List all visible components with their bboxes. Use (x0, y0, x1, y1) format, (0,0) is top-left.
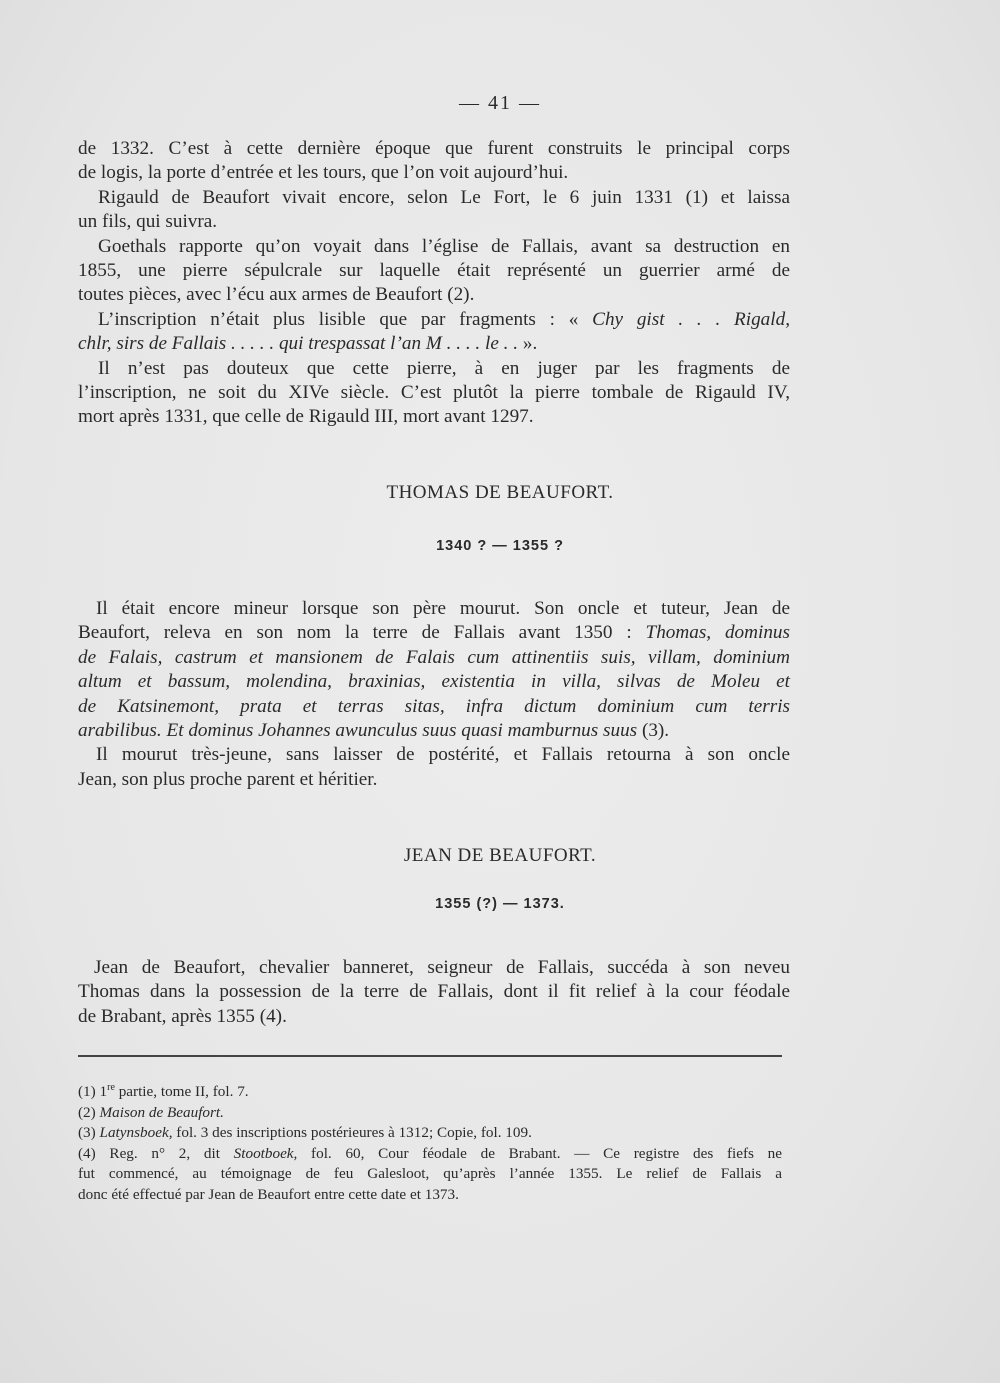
text-line: fut commencé, au témoignage de feu Galesloot, qu’après l’année 1355. Le relief de Fallais a (78, 1165, 782, 1182)
paragraph (78, 137, 790, 186)
text-line (78, 332, 790, 356)
text-line (78, 695, 790, 719)
footnote-2 (78, 1103, 782, 1124)
page-number: — 41 — (459, 92, 541, 114)
paragraph (78, 186, 790, 235)
inline-text: Beaufort, releva en son nom la terre de Fallais avant 1350 : (78, 622, 646, 644)
paragraph (78, 956, 790, 1029)
inline-italic: altum et bassum, molendina, braxinias, existentia in villa, silvas de Moleu et (78, 671, 790, 693)
text-line: Il n’est pas douteux que cette pierre, à en juger par les fragments de (98, 357, 790, 379)
section-heading-thomas: THOMAS DE BEAUFORT. (386, 482, 614, 503)
inline-italic: chlr, sirs de Fallais . . . . . qui trespassat l’an M . . . . le . . (78, 333, 523, 355)
section-jean-text (78, 956, 790, 1029)
section-dates-jean: 1355 (?) — 1373. (435, 896, 565, 912)
text-line (78, 670, 790, 694)
paragraph (78, 357, 790, 430)
footnote-text: fol. 60, Cour féodale de Brabant. — Ce registre des fiefs ne (297, 1144, 783, 1162)
text-line: l’inscription, ne soit du XIVe siècle. C’est plutôt la pierre tombale de Rigauld IV, (78, 382, 790, 404)
footnote-3 (78, 1123, 782, 1144)
footnote-text: fol. 3 des inscriptions postérieures à 1312; Copie, fol. 109. (172, 1124, 532, 1141)
footnote-text: Reg. n° 2, dit (95, 1144, 234, 1162)
text-line: Il était encore mineur lorsque son père mourut. Son oncle et tuteur, Jean de (96, 598, 790, 619)
footnote-italic: Latynsboek, (99, 1124, 173, 1141)
section-heading-jean: JEAN DE BEAUFORT. (403, 845, 597, 866)
footnote-mark: (1) (78, 1083, 96, 1100)
text-line: un fils, qui suivra. (78, 211, 218, 233)
inline-italic: Chy gist . . . Rigald, (592, 308, 790, 330)
footnote-rule (78, 1055, 782, 1057)
footnotes (78, 1082, 782, 1205)
text-line (78, 1144, 782, 1165)
inline-text: ». (522, 333, 538, 355)
text-line: toutes pièces, avec l’écu aux armes de Beaufort (2). (78, 284, 475, 306)
footnote-mark: (4) (78, 1144, 96, 1162)
text-line: Thomas dans la possession de la terre de Fallais, dont il fit relief à la cour féodale (78, 981, 790, 1003)
text-line: Goethals rapporte qu’on voyait dans l’église de Fallais, avant sa destruction en (98, 235, 790, 257)
text-line: 1855, une pierre sépulcrale sur laquelle était représenté un guerrier armé de (78, 260, 790, 282)
footnote-italic: Maison de Beaufort. (99, 1103, 224, 1121)
inline-italic: de Falais, castrum et mansionem de Falais cum attinentiis suis, villam, dominium (78, 646, 790, 668)
section-rigauld-text (78, 137, 790, 430)
inline-italic: de Katsinemont, prata et terras sitas, infra dictum dominium cum terris (78, 695, 790, 717)
text-line: Jean, son plus proche parent et héritier. (78, 768, 378, 790)
inline-italic: Thomas, dominus (645, 622, 790, 644)
paragraph (78, 597, 790, 743)
inline-text: (3). (637, 720, 670, 742)
paragraph (78, 235, 790, 308)
text-line: mort après 1331, que celle de Rigauld III, mort avant 1297. (78, 406, 534, 428)
footnote-mark: (3) (78, 1124, 96, 1141)
text-line: Jean de Beaufort, chevalier banneret, seigneur de Fallais, succéda à son neveu (94, 957, 790, 978)
text-line: donc été effectué par Jean de Beaufort entre cette date et 1373. (78, 1185, 459, 1203)
text-line (78, 719, 790, 743)
footnote-text: 1 (99, 1083, 108, 1100)
text-line (78, 646, 790, 670)
inline-italic: arabilibus. Et dominus Johannes awunculus suus quasi mamburnus suus (78, 720, 638, 742)
inline-text: L’inscription n’était plus lisible que par fragments : « (98, 308, 593, 330)
section-thomas-text (78, 597, 790, 792)
paragraph (78, 743, 790, 792)
footnote-4 (78, 1144, 782, 1206)
text-line: Il mourut très-jeune, sans laisser de postérité, et Fallais retourna à son oncle (96, 744, 790, 766)
footnote-text: partie, tome II, fol. 7. (114, 1083, 249, 1100)
text-line (78, 621, 790, 645)
text-line: de Brabant, après 1355 (4). (78, 1005, 287, 1027)
footnote-1 (78, 1082, 782, 1103)
text-line: de logis, la porte d’entrée et les tours, que l’on voit aujourd’hui. (78, 162, 569, 184)
paragraph (78, 308, 790, 357)
footnote-mark: (2) (78, 1103, 96, 1121)
text-line (78, 308, 790, 332)
text-line: de 1332. C’est à cette dernière époque que furent construits le principal corps (78, 138, 790, 159)
footnote-sup: re (107, 1081, 115, 1093)
text-line: Rigauld de Beaufort vivait encore, selon Le Fort, le 6 juin 1331 (1) et laissa (98, 186, 790, 208)
section-dates-thomas: 1340 ? — 1355 ? (436, 538, 564, 554)
footnote-italic: Stootboek, (233, 1144, 298, 1162)
